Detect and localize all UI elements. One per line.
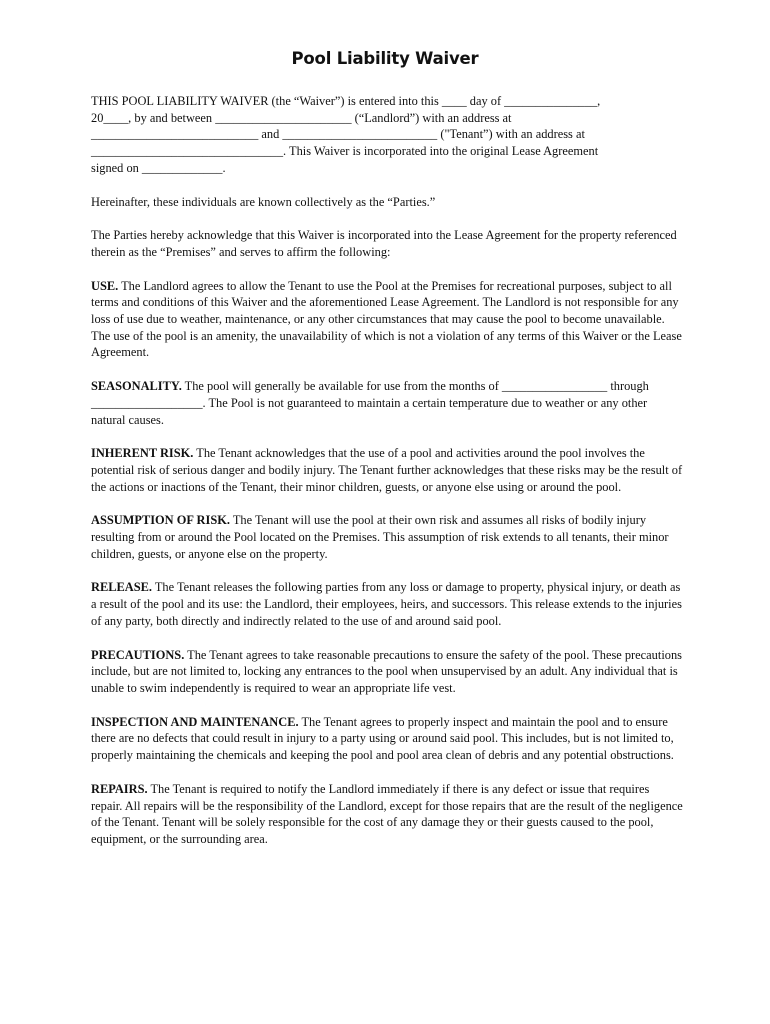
acknowledge-paragraph: The Parties hereby acknowledge that this Waiver is incorporated into the Lease Agreement for the property referenced therein as the “Premises” and serves to affirm the following: — [91, 228, 677, 259]
section-text: The Tenant agrees to properly inspect and maintain the pool and to ensure there are no defects that could result in injury to a party using or around said pool. This includes, but is not limited to, properly maintaining the chemicals and keeping the pool and pool area clean of debris and any potential obstructions. — [91, 714, 674, 763]
parties-paragraph: Hereinafter, these individuals are known collectively as the “Parties.” — [91, 194, 436, 209]
intro-line: 20____, by and between ______________________ (“Landlord”) with an address at — [91, 110, 512, 125]
section-text: The Tenant acknowledges that the use of a pool and activities around the pool involves the potential risk of serious danger and bodily injury. The Tenant further acknowledges that these risks may be the result of the actions or inactions of the Tenant, their minor children, guests, or anyone else using or around the pool. — [91, 446, 683, 494]
section-assumption-of-risk — [91, 512, 683, 562]
section-seasonality — [91, 378, 683, 428]
section-heading: SEASONALITY. — [91, 379, 182, 394]
section-heading: PRECAUTIONS. — [91, 647, 185, 662]
section-heading: INSPECTION AND MAINTENANCE. — [91, 714, 299, 729]
section-heading: INHERENT RISK. — [91, 446, 194, 461]
section-use — [91, 278, 683, 362]
intro-line: _______________________________. This Waiver is incorporated into the original Lease Agreement — [91, 144, 599, 159]
section-text: The Tenant is required to notify the Landlord immediately if there is any defect or issue that requires repair. All repairs will be the responsibility of the Landlord, except for those repairs that are the result of the negligence of the Tenant. Tenant will be solely responsible for the cost of any damage they or their guests caused to the pool, equipment, or the surrounding area. — [91, 781, 683, 846]
section-heading: REPAIRS. — [91, 781, 148, 796]
document-body — [91, 93, 683, 865]
intro-line: signed on _____________. — [91, 160, 226, 175]
section-release — [91, 579, 683, 629]
intro-line: THIS POOL LIABILITY WAIVER (the “Waiver”) is entered into this ____ day of _______________, — [91, 94, 601, 108]
section-text: The Landlord agrees to allow the Tenant to use the Pool at the Premises for recreational purposes, subject to all terms and conditions of this Waiver and the aforementioned Lease Agreement. The Landlord is not responsible for any loss of use due to weather, maintenance, or any other circumstances that may cause the pool to become unavailable. The use of the pool is an amenity, the unavailability of which is not a violation of any terms of this Waiver or the Lease Agreement. — [91, 278, 682, 360]
section-inspection-and-maintenance — [91, 714, 683, 764]
section-repairs — [91, 781, 683, 848]
section-text: The Tenant agrees to take reasonable precautions to ensure the safety of the pool. These precautions include, but are not limited to, locking any entrances to the pool when unsupervised by an adult. Any individual that is unable to swim independently is required to wear an appropriate life vest. — [91, 647, 682, 695]
section-heading: RELEASE. — [91, 580, 152, 595]
section-heading: USE. — [91, 278, 119, 293]
section-precautions — [91, 647, 683, 697]
page-title: Pool Liability Waiver — [291, 49, 479, 68]
section-text: The pool will generally be available for use from the months of _________________ through __________________. The Pool is not guaranteed to maintain a certain temperature due to weather or any other natural causes. — [91, 379, 649, 427]
intro-line: ___________________________ and _________________________ ("Tenant”) with an address at — [91, 127, 585, 142]
section-heading: ASSUMPTION OF RISK. — [91, 513, 230, 528]
section-inherent-risk — [91, 445, 683, 495]
intro-paragraph — [91, 93, 683, 177]
section-text: The Tenant releases the following parties from any loss or damage to property, physical injury, or death as a result of the pool and its use: the Landlord, their employees, heirs, and successors. This release extends to the injuries of any party, both directly and indirectly related to the use of and around said pool. — [91, 580, 682, 628]
section-text: The Tenant will use the pool at their own risk and assumes all risks of bodily injury resulting from or around the Pool located on the Premises. This assumption of risk extends to all tenants, their minor children, guests, or anyone else on the property. — [91, 513, 669, 561]
